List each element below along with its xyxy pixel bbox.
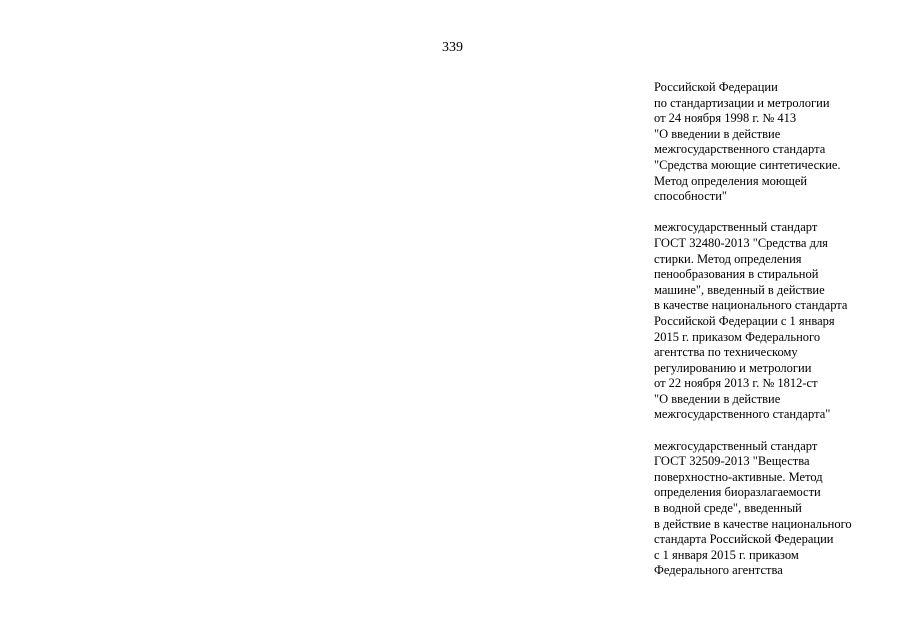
- text-line: Федерального агентства: [654, 563, 783, 578]
- text-line: межгосударственный стандарт: [654, 438, 818, 453]
- text-line: стирки. Метод определения: [654, 251, 802, 266]
- text-line: "О введении в действие: [654, 391, 781, 406]
- text-line: Российской Федерации с 1 января: [654, 313, 835, 328]
- text-line: межгосударственного стандарта": [654, 407, 831, 422]
- text-line: определения биоразлагаемости: [654, 485, 821, 500]
- text-line: ГОСТ 32509-2013 "Вещества: [654, 454, 810, 469]
- text-line: способности": [654, 189, 728, 204]
- text-line: агентства по техническому: [654, 345, 798, 360]
- text-line: "Средства моющие синтетические.: [654, 157, 841, 172]
- text-line: межгосударственный стандарт: [654, 220, 818, 235]
- text-block-3: [654, 439, 899, 579]
- text-line: 2015 г. приказом Федерального: [654, 329, 821, 344]
- text-line: от 24 ноября 1998 г. № 413: [654, 111, 797, 126]
- text-line: "О введении в действие: [654, 126, 781, 141]
- text-line: стандарта Российской Федерации: [654, 532, 834, 547]
- text-line: от 22 ноября 2013 г. № 1812-ст: [654, 376, 818, 391]
- text-line: Метод определения моющей: [654, 173, 808, 188]
- text-line: машине", введенный в действие: [654, 282, 825, 297]
- text-line: в водной среде", введенный: [654, 501, 802, 516]
- text-line: в действие в качестве национального: [654, 516, 852, 531]
- text-line: ГОСТ 32480-2013 "Средства для: [654, 235, 828, 250]
- text-block-1: [654, 80, 899, 205]
- page-number: 339: [442, 40, 463, 55]
- text-block-2: [654, 220, 899, 423]
- text-line: поверхностно-активные. Метод: [654, 469, 823, 484]
- text-line: Российской Федерации: [654, 80, 778, 94]
- text-line: по стандартизации и метрологии: [654, 95, 830, 110]
- document-text-column: [654, 80, 899, 579]
- text-line: с 1 января 2015 г. приказом: [654, 547, 799, 562]
- text-line: регулированию и метрологии: [654, 360, 812, 375]
- text-line: пенообразования в стиральной: [654, 267, 819, 282]
- text-line: межгосударственного стандарта: [654, 142, 826, 157]
- text-line: в качестве национального стандарта: [654, 298, 848, 313]
